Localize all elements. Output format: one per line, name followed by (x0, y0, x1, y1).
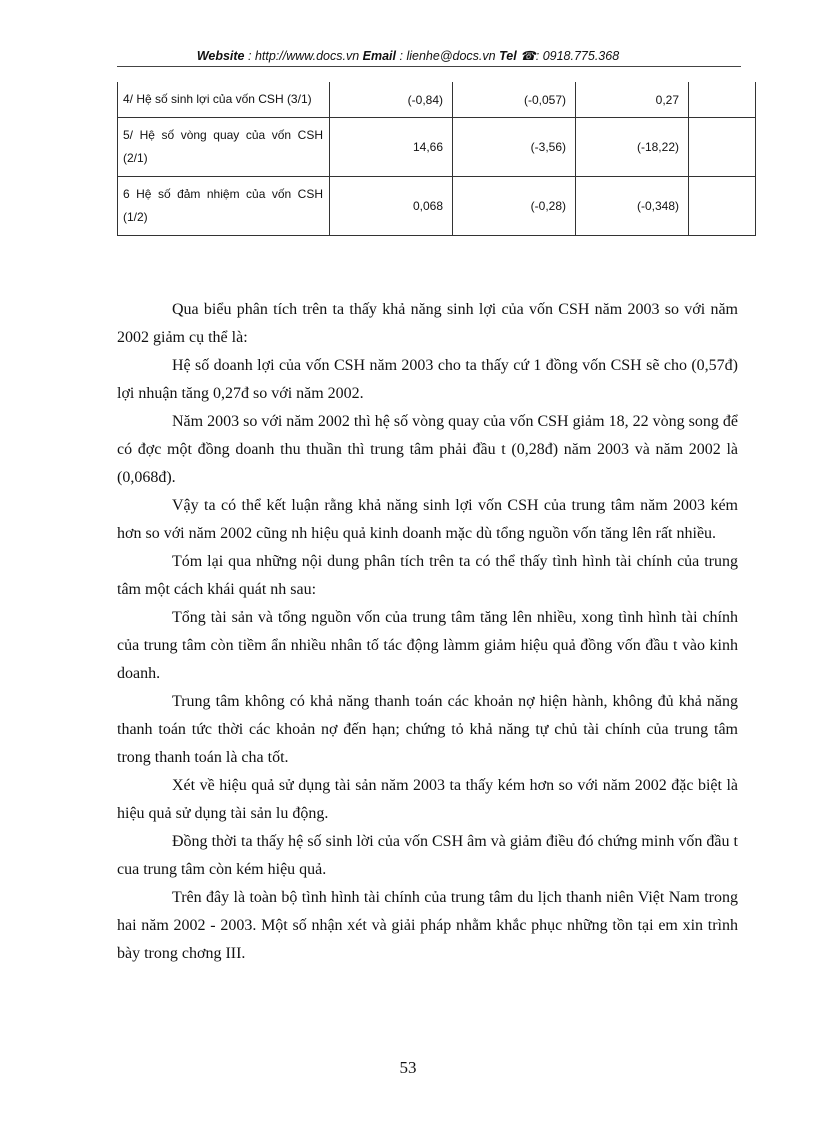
table-row (118, 82, 756, 118)
table-row (118, 177, 756, 236)
financial-ratio-table (117, 82, 756, 236)
tel-value: 0918.775.368 (542, 49, 620, 63)
row-label: 5/ Hệ số vòng quay của vốn CSH (2/1) (118, 118, 330, 177)
cell-value: 14,66 (330, 118, 453, 177)
paragraph: Vậy ta có thể kết luận rằng khả năng sinh lợi vốn CSH của trung tâm năm 2003 kém hơn so với năm 2002 cũng nh hiệu quả kinh doanh mặc dù tổng nguồn vốn tăng lên rất nhiều. (117, 497, 738, 542)
header-divider (117, 66, 741, 67)
body-text (117, 296, 738, 968)
paragraph: Hệ số doanh lợi của vốn CSH năm 2003 cho ta thấy cứ 1 đồng vốn CSH sẽ cho (0,57đ) lợi nhuận tăng 0,27đ so với năm 2002. (117, 357, 738, 402)
table-row (118, 118, 756, 177)
cell-value: (-0,057) (453, 82, 576, 118)
tel-label: Tel (499, 49, 517, 63)
paragraph: Qua biểu phân tích trên ta thấy khả năng sinh lợi của vốn CSH năm 2003 so với năm 2002 giảm cụ thể là: (117, 301, 738, 346)
cell-value: 0,068 (330, 177, 453, 236)
cell-value: (-0,84) (330, 82, 453, 118)
email-label: Email (362, 49, 397, 63)
email-link[interactable]: lienhe@docs.vn (406, 49, 496, 63)
cell-value: (-18,22) (576, 118, 689, 177)
paragraph: Tóm lại qua những nội dung phân tích trên ta có thể thấy tình hình tài chính của trung tâm một cách khái quát nh sau: (117, 553, 738, 598)
website-label: Website (196, 49, 245, 63)
paragraph: Trung tâm không có khả năng thanh toán các khoản nợ hiện hành, không đủ khả năng thanh toán tức thời các khoản nợ đến hạn; chứng tỏ khả năng tự chủ tài chính của trung tâm trong thanh toán là cha tốt. (117, 693, 738, 766)
paragraph: Đồng thời ta thấy hệ số sinh lời của vốn CSH âm và giảm điều đó chứng minh vốn đầu t cua trung tâm còn kém hiệu quả. (117, 833, 738, 878)
row-label: 6 Hệ số đảm nhiệm của vốn CSH (1/2) (118, 177, 330, 236)
row-label: 4/ Hệ số sinh lợi của vốn CSH (3/1) (118, 82, 330, 118)
cell-value: (-0,28) (453, 177, 576, 236)
cell-value: (-0,348) (576, 177, 689, 236)
empty-cell (689, 118, 756, 177)
page-number: 53 (399, 1058, 417, 1077)
cell-value: (-3,56) (453, 118, 576, 177)
empty-cell (689, 82, 756, 118)
empty-cell (689, 177, 756, 236)
page-header: Website : http://www.docs.vn Email : lienhe@docs.vn Tel ☎: 0918.775.368 (196, 49, 620, 63)
paragraph: Xét về hiệu quả sử dụng tài sản năm 2003 ta thấy kém hơn so với năm 2002 đặc biệt là hiệu quả sử dụng tài sản lu động. (117, 777, 738, 822)
phone-icon: ☎ (520, 49, 536, 63)
paragraph: Tổng tài sản và tổng nguồn vốn của trung tâm tăng lên nhiều, xong tình hình tài chính của trung tâm còn tiềm ẩn nhiều nhân tố tác động làmm giảm hiệu quả đồng vốn đầu t vào kinh doanh. (117, 609, 738, 682)
website-link[interactable]: http://www.docs.vn (254, 49, 360, 63)
paragraph: Trên đây là toàn bộ tình hình tài chính của trung tâm du lịch thanh niên Việt Nam trong hai năm 2002 - 2003. Một số nhận xét và giải pháp nhằm khắc phục những tồn tại em xin trình bày trong chơng III. (117, 889, 738, 962)
paragraph: Năm 2003 so với năm 2002 thì hệ số vòng quay của vốn CSH giảm 18, 22 vòng song để có đợc một đồng doanh thu thuần thì trung tâm phải đầu t (0,28đ) năm 2003 và năm 2002 là (0,068đ). (117, 413, 738, 486)
cell-value: 0,27 (576, 82, 689, 118)
